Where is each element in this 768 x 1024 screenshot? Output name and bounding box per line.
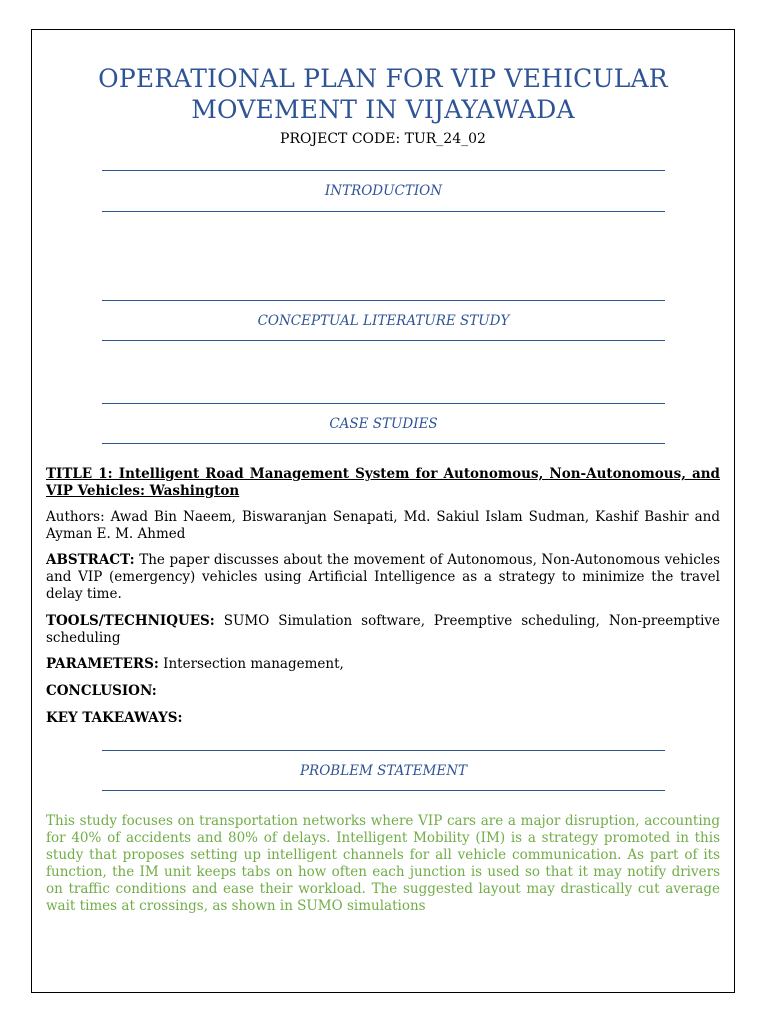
conclusion-label: CONCLUSION: — [46, 683, 157, 699]
section-heading-label: CASE STUDIES — [329, 415, 438, 432]
abstract-text: The paper discusses about the movement of Autonomous, Non-Autonomous vehicles and VIP (emergency) vehicles using Artificial Intelligence as a strategy to minimize the travel delay time. — [46, 552, 720, 602]
case-study-conclusion — [46, 683, 720, 700]
section-heading-introduction — [102, 170, 665, 212]
case-study-authors: Authors: Awad Bin Naeem, Biswaranjan Senapati, Md. Sakiul Islam Sudman, Kashif Bashir and Ayman E. M. Ahmed — [46, 509, 720, 542]
tools-text: SUMO Simulation software, Preemptive scheduling, Non-preemptive scheduling — [46, 613, 720, 646]
section-heading-case-studies — [102, 403, 665, 444]
problem-statement-text: This study focuses on transportation networks where VIP cars are a major disruption, accounting for 40% of accidents and 80% of delays. Intelligent Mobility (IM) is a strategy promoted in this study that proposes setting up intelligent channels for all vehicle communication. As part of its function, the IM unit keeps tabs on how often each junction is used so that it may notify drivers on traffic conditions and ease their workload. The suggested layout may drastically cut average wait times at crossings, as shown in SUMO simulations — [46, 813, 720, 914]
project-code: PROJECT CODE: TUR_24_02 — [280, 131, 486, 147]
section-heading-label: INTRODUCTION — [324, 183, 443, 199]
document-title: OPERATIONAL PLAN FOR VIP VEHICULAR MOVEMENT IN VIJAYAWADA — [98, 64, 668, 124]
parameters-label: PARAMETERS: — [46, 656, 159, 672]
section-heading-conceptual-literature-study — [102, 300, 665, 341]
section-heading-label: CONCEPTUAL LITERATURE STUDY — [257, 312, 510, 329]
section-heading-label: PROBLEM STATEMENT — [299, 762, 468, 779]
case-study-parameters — [46, 656, 720, 673]
tools-label: TOOLS/TECHNIQUES: — [46, 613, 215, 629]
abstract-label: ABSTRACT: — [46, 552, 135, 568]
case-study-title: TITLE 1: Intelligent Road Management System for Autonomous, Non-Autonomous, and VIP Vehicles: Washington — [46, 466, 720, 499]
case-study-key-takeaways — [46, 710, 720, 727]
parameters-text: Intersection management, — [158, 656, 344, 672]
key-takeaways-label: KEY TAKEAWAYS: — [46, 710, 183, 726]
section-heading-problem-statement — [102, 750, 665, 791]
case-study-abstract — [46, 552, 720, 603]
case-study-tools — [46, 613, 720, 647]
